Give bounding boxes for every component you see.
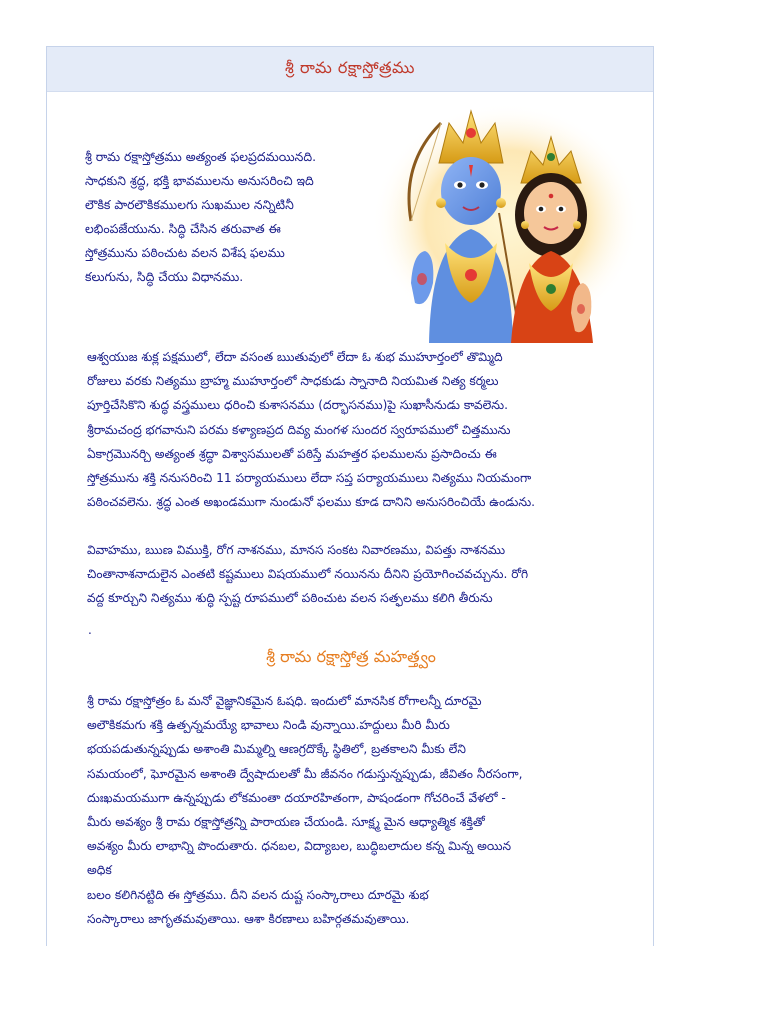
- paragraph-line: బలం కలిగినట్టిది ఈ స్తోత్రము. దీని వలన దుష్ట సంస్కారాలు దూరమై శుభ: [87, 887, 429, 902]
- intro-line: శ్రీ రామ రక్షాస్తోత్రము అత్యంత ఫలప్రదమయినది.: [85, 149, 317, 164]
- paragraph-line: దుఃఖమయముగా ఉన్నప్పుడు లోకమంతా దయారహితంగా, పాషండంగా గోచరించే వేళలో -: [87, 790, 506, 805]
- paragraph-line: సంస్కారాలు జాగృతమవుతాయి. ఆశా కిరణాలు బహిర్గతమవుతాయి.: [87, 911, 410, 926]
- rama-sita-image: [371, 103, 641, 343]
- paragraph-line: పఠించవలెను. శ్రద్ధ ఎంత అఖండముగా నుండునో ఫలము కూడ దానిని అనుసరించియే ఉండును.: [87, 495, 536, 510]
- significance-paragraph: [87, 689, 627, 931]
- paragraph-line: వివాహము, ఋణ విముక్తి, రోగ నాశనము, మానస సంకట నివారణము, విపత్తు నాశనము: [87, 543, 506, 557]
- intro-line: లౌకిక పారలౌకికములగు సుఖముల నన్నిటినీ: [85, 197, 294, 212]
- paragraph-line: సమయంలో, ఘోరమైన అశాంతి ద్వేషాదులతో మీ జీవనం గడుస్తున్నప్పుడు, జీవితం నీరసంగా,: [87, 766, 523, 781]
- title-band: [47, 47, 653, 92]
- section-heading: శ్రీ రామ రక్షాస్తోత్ర మహత్త్వం: [266, 647, 436, 666]
- intro-line: స్తోత్రమును పఠించుట వలన విశేష ఫలము: [85, 245, 285, 260]
- paragraph-line: పూర్తిచేసికొని శుద్ధ వస్త్రములు ధరించి కుశాసనము (దర్భాసనము)పై సుఖాసీనుడు కావలెను.: [87, 398, 508, 413]
- intro-line: సాధకుని శ్రద్ధ, భక్తి భావములను అనుసరించి ఇది: [85, 173, 314, 188]
- paragraph-line: ఆశ్వయుజ శుక్ల పక్షములో, లేదా వసంత ఋతువులో లేదా ఓ శుభ ముహూర్తంలో తొమ్మిది: [87, 350, 503, 364]
- procedure-paragraph: [87, 345, 627, 514]
- paragraph-line: అలౌకికమగు శక్తి ఉత్పన్నమయ్యే భావాలు నిండి వున్నాయి.హద్దులు మీరి మీరు: [87, 718, 450, 733]
- intro-line: లభింపజేయును. సిద్ధి చేసిన తరువాత ఈ: [85, 221, 281, 236]
- paragraph-line: రోజులు వరకు నిత్యము బ్రాహ్మ ముహూర్తంలో సాధకుడు స్నానాది నియమిత నిత్య కర్మలు: [87, 374, 499, 389]
- intro-paragraph: [85, 145, 375, 289]
- uses-paragraph: [87, 538, 627, 611]
- intro-line: కలుగును, సిద్ధి చేయు విధానము.: [85, 269, 244, 284]
- paragraph-line: చింతానాశనాదులైన ఎంతటి కష్టములు విషయములో నయినను దీనిని ప్రయోగించవచ్చును. రోగి: [87, 567, 529, 582]
- page-title: శ్రీ రామ రక్షాస్తోత్రము: [285, 57, 415, 77]
- paragraph-line: శ్రీ రామ రక్షాస్తోత్రం ఓ మనో వైజ్ఞానికమైన ఓషధి. ఇందులో మానసిక రోగాలన్నీ దూరమై: [87, 694, 482, 708]
- paragraph-line: ఏకాగ్రమొనర్చి అత్యంత శ్రద్ధా విశ్వాసములతో పఠిస్తే మహత్తర ఫలములను ప్రసాదించు ఈ: [87, 446, 497, 461]
- paragraph-line: స్తోత్రమును శక్తి ననుసరించి 11 పర్యాయములు లేదా సప్త పర్యాయములు నిత్యము నియమంగా: [87, 471, 532, 486]
- paragraph-line: శ్రీరామచంద్ర భగవానుని పరమ కళ్యాణప్రద దివ్య మంగళ సుందర స్వరూపములో చిత్తమును: [87, 422, 511, 437]
- stray-dot: .: [88, 623, 92, 637]
- paragraph-line: భయపడుతున్నప్పుడు అశాంతి మిమ్మల్ని ఆణగ్రదొక్కే స్థితిలో, బ్రతకాలని మీకు లేని: [87, 742, 466, 757]
- paragraph-line: అధిక: [87, 863, 112, 878]
- paragraph-line: అవశ్యం మీరు లాభాన్ని పొందుతారు. ధనబల, విద్యాబల, బుద్ధిబలాదుల కన్న మిన్న అయిన: [87, 839, 512, 854]
- paragraph-line: వద్ద కూర్చుని నిత్యము శుద్ధి స్పష్ట రూపములో పఠించుట వలన సత్ఫలము కలిగి తీరును: [87, 591, 493, 606]
- paragraph-line: మీరు అవశ్యం శ్రీ రామ రక్షాస్తోత్రన్ని పారాయణ చేయండి. సూక్ష్మ మైన ఆధ్యాత్మిక శక్తితో: [87, 815, 485, 830]
- content-card: [46, 46, 654, 946]
